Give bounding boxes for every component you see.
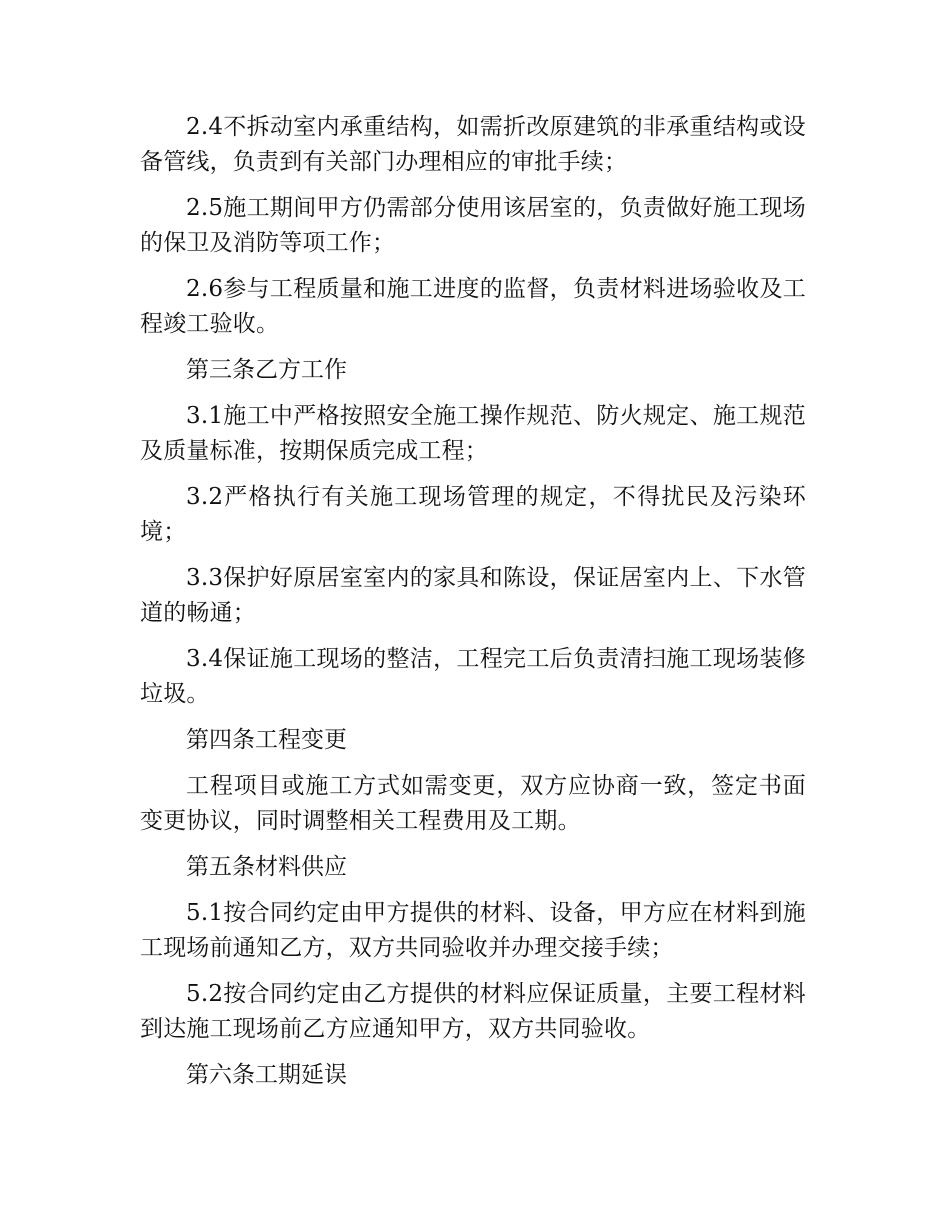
clause-2-4: 2.4不拆动室内承重结构，如需折改原建筑的非承重结构或设备管线，负责到有关部门办理相应的审批手续； [140, 114, 806, 175]
document-page [140, 110, 806, 1104]
clause-3-2: 3.2严格执行有关施工现场管理的规定，不得扰民及污染环境； [140, 484, 806, 545]
clause-3-3: 3.3保护好原居室室内的家具和陈设，保证居室内上、下水管道的畅通； [140, 565, 806, 626]
clause-2-6: 2.6参与工程质量和施工进度的监督，负责材料进场验收及工程竣工验收。 [140, 276, 806, 337]
clause-5-2: 5.2按合同约定由乙方提供的材料应保证质量，主要工程材料到达施工现场前乙方应通知甲方，双方共同验收。 [140, 981, 806, 1042]
clause-3-1: 3.1施工中严格按照安全施工操作规范、防火规定、施工规范及质量标准，按期保质完成工程； [140, 403, 806, 464]
clause-5-1: 5.1按合同约定由甲方提供的材料、设备，甲方应在材料到施工现场前通知乙方，双方共同验收并办理交接手续； [140, 900, 806, 961]
article-3-heading: 第三条乙方工作 [186, 357, 347, 383]
clause-3-4: 3.4保证施工现场的整洁，工程完工后负责清扫施工现场装修垃圾。 [140, 646, 806, 707]
article-4-heading: 第四条工程变更 [186, 727, 347, 753]
clause-2-5: 2.5施工期间甲方仍需部分使用该居室的，负责做好施工现场的保卫及消防等项工作； [140, 195, 806, 256]
article-4-body: 工程项目或施工方式如需变更，双方应协商一致，签定书面变更协议，同时调整相关工程费用及工期。 [140, 773, 806, 834]
article-5-heading: 第五条材料供应 [186, 854, 347, 880]
article-6-heading: 第六条工期延误 [186, 1062, 347, 1088]
